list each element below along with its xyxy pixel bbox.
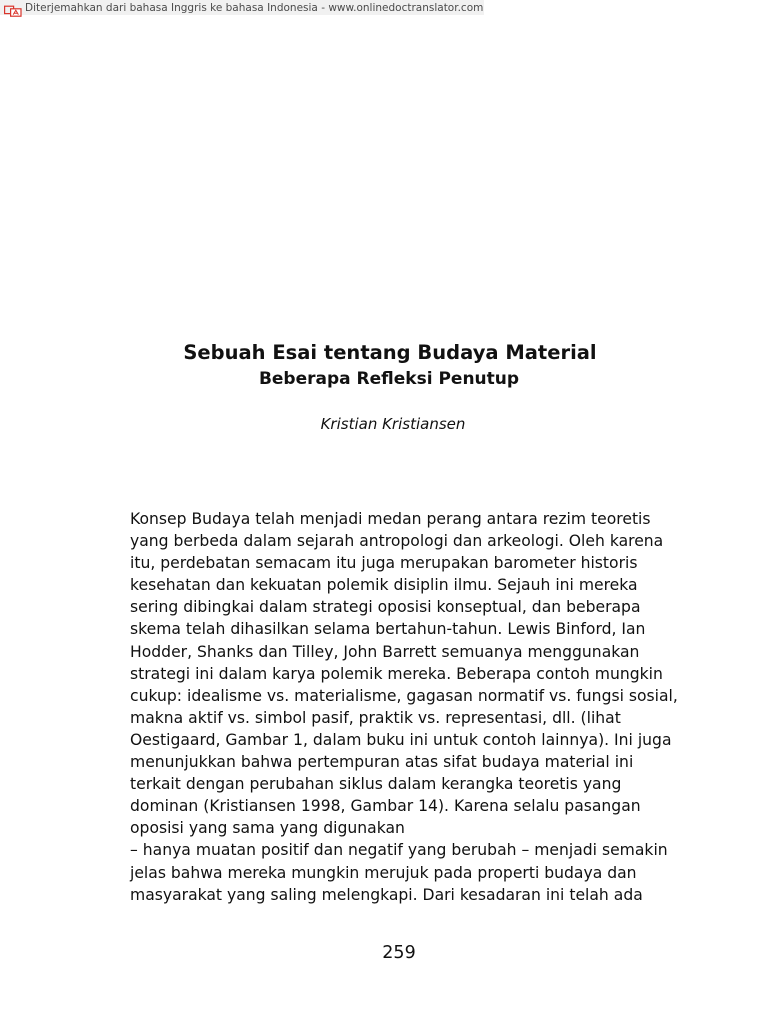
- text-line: makna aktif vs. simbol pasif, praktik vs. representasi, dll. (lihat: [130, 708, 621, 727]
- author-name: Kristian Kristiansen: [320, 415, 466, 433]
- text-line: Oestigaard, Gambar 1, dalam buku ini untuk contoh lainnya). Ini juga: [130, 730, 672, 749]
- text-line: dominan (Kristiansen 1998, Gambar 14). Karena selalu pasangan: [130, 797, 641, 816]
- text-line: skema telah dihasilkan selama bertahun-tahun. Lewis Binford, Ian: [130, 620, 646, 639]
- document-subtitle: Beberapa Refleksi Penutup: [258, 369, 520, 389]
- translator-banner-text: Diterjemahkan dari bahasa Inggris ke bahasa Indonesia - www.onlinedoctranslator.com: [25, 1, 484, 14]
- document-title: Sebuah Esai tentang Budaya Material: [183, 341, 597, 364]
- text-line: kesehatan dan kekuatan polemik disiplin ilmu. Sejauh ini mereka: [130, 576, 638, 595]
- text-line: terkait dengan perubahan siklus dalam kerangka teoretis yang: [130, 775, 622, 794]
- text-line: cukup: idealisme vs. materialisme, gagasan normatif vs. fungsi sosial,: [130, 686, 678, 705]
- text-line: masyarakat yang saling melengkapi. Dari kesadaran ini telah ada: [130, 885, 643, 904]
- page-number: 259: [382, 943, 416, 963]
- text-line: oposisi yang sama yang digunakan: [130, 819, 405, 838]
- text-line: sering dibingkai dalam strategi oposisi konseptual, dan beberapa: [130, 598, 641, 617]
- text-line: – hanya muatan positif dan negatif yang berubah – menjadi semakin: [130, 841, 668, 860]
- text-line: jelas bahwa mereka mungkin merujuk pada properti budaya dan: [130, 863, 637, 882]
- text-line: Hodder, Shanks dan Tilley, John Barrett semuanya menggunakan: [130, 642, 640, 661]
- translator-banner-link[interactable]: [0, 0, 484, 15]
- text-line: Konsep Budaya telah menjadi medan perang antara rezim teoretis: [130, 510, 651, 528]
- text-line: strategi ini dalam karya polemik mereka. Beberapa contoh mungkin: [130, 664, 663, 683]
- translate-icon: [4, 2, 22, 14]
- text-line: itu, perdebatan semacam itu juga merupakan barometer historis: [130, 554, 638, 573]
- text-line: menunjukkan bahwa pertempuran atas sifat budaya material ini: [130, 753, 634, 772]
- body-paragraph: [130, 508, 678, 906]
- text-line: yang berbeda dalam sejarah antropologi dan arkeologi. Oleh karena: [130, 532, 664, 551]
